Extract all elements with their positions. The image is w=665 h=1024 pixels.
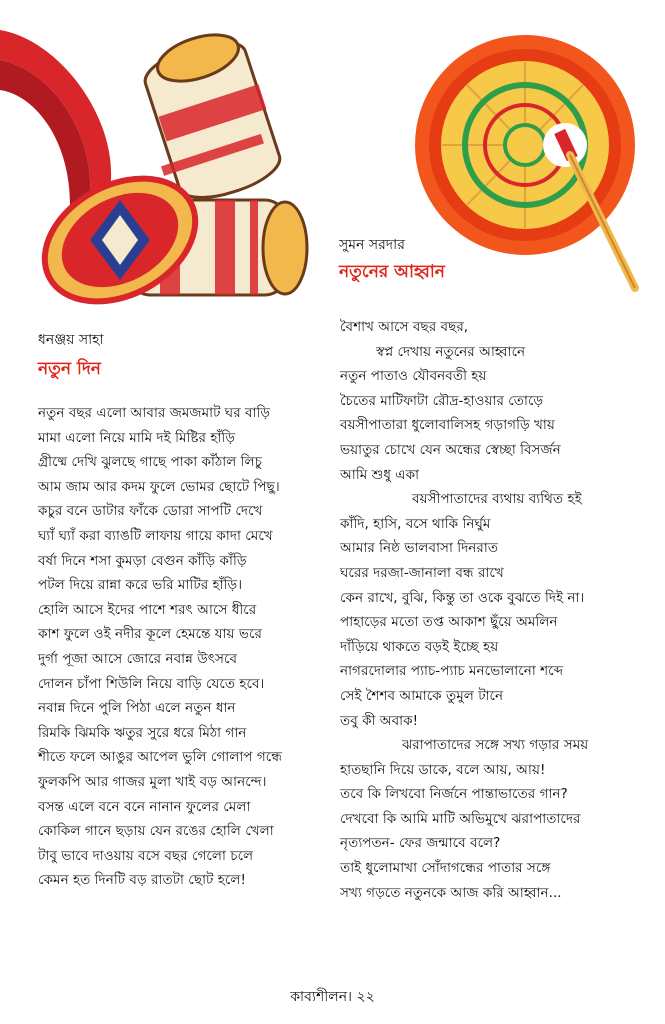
right-poem-line: ভয়াতুর চোখে যেন অন্ধের স্বেচ্ছা বিসর্জন [340,441,561,458]
right-poem-line: ঝরাপাতাদের সঙ্গে সখ্য গড়ার সময় [402,737,589,754]
right-poem-line: দেখবো কি আমি মাটি অভিমুখে ঝরাপাতাদের [340,810,581,827]
left-poem-title: নতুন দিন [38,359,101,379]
left-poem-line: বর্ষা দিনে শসা কুমড়া বেগুন কাঁড়ি কাঁড়ি [38,552,247,569]
left-poem-line: নতুন বছর এলো আবার জমজমাট ঘর বাড়ি [38,405,271,421]
left-poem-line: হোলি আসে ইদের পাশে শরৎ আসে ধীরে [38,601,257,618]
right-poem-line: দাঁড়িয়ে থাকতে বড়ই ইচ্ছে হয় [340,638,499,655]
right-poem-line: নতুন পাতাও যৌবনবতী হয় [340,368,487,385]
left-poem-line: দুর্গা পূজা আসে জোরে নবান্ন উৎসবে [38,650,238,667]
right-poem-line: পাহাড়ের মতো তপ্ত আকাশ ছুঁয়ে অমলিন [340,614,558,631]
left-poem-line: গ্রীষ্মে দেখি ঝুলছে গাছে পাকা কাঁঠাল লিচু [38,454,262,471]
right-poem-line: আমি শুধু একা [340,466,420,483]
right-poem-line: তবু কী অবাক! [340,712,419,729]
right-poem-line: বয়সীপাতারা ধুলোবালিসহ গড়াগড়ি খায় [340,417,555,434]
left-poem-author: ধনঞ্জয় সাহা [38,332,104,348]
left-poem-line: কাশ ফুলে ওই নদীর কূলে হেমন্তে যায় ভরে [38,626,262,643]
right-poem-line: বৈশাখ আসে বছর বছর, [340,319,469,335]
left-poem-line: কচুর বনে ডাটার ফাঁকে ডোরা সাপটি দেখে [38,503,263,520]
right-poem-line: চৈতের মাটিফাটা রৌদ্র-হাওয়ার তোড়ে [340,392,544,409]
right-poem-line: আমার নিষ্ঠ ভালবাসা দিনরাত [340,540,499,557]
left-poem-line: টাবু ভাবে দাওয়ায় বসে বছর গেলো চলে [38,847,254,864]
left-poem-body [38,401,282,893]
page-footer: কাব্যশীলন। ২২ [290,989,375,1005]
left-poem-line: নবান্ন দিনে পুলি পিঠা এলে নতুন ধান [38,700,236,717]
left-poem-line: শীতে ফলে আঙুর আপেল ভুলি গোলাপ গন্ধে [38,749,282,766]
left-poem-line: মামা এলো নিয়ে মামি দই মিষ্টির হাঁড়ি [38,429,236,446]
right-poem-line: নাগরদোলার প্যাচ-প্যাচ মনভোলানো শব্দে [340,663,564,680]
left-poem-line: আম জাম আর কদম ফুলে ভোমর ছোটে পিছু। [38,478,280,495]
right-poem-author: সুমন সরদার [339,237,405,253]
left-poem-line: বসন্ত এলে বনে বনে নানান ফুলের মেলা [38,798,251,815]
right-poem-line: বয়সীপাতাদের ব্যথায় ব্যথিত হই [412,491,582,508]
left-poem-line: দোলন চাঁপা শিউলি নিয়ে বাড়ি যেতে হবে। [38,675,265,692]
right-poem-line: তবে কি লিখবো নির্জনে পান্তাভাতের গান? [340,786,568,803]
right-poem-title: নতুনের আহ্বান [339,262,445,282]
right-poem-body [340,315,588,905]
hand-fan-illustration [410,30,665,300]
drum-and-hat-illustration [0,0,320,330]
left-poem-line: ঘ্যাঁ ঘ্যাঁ করা ব্যাঙটি লাফায় গায়ে কাদা মেখে [38,527,273,544]
left-poem-line: পটল দিয়ে রান্না করে ভরি মাটির হাঁড়ি। [38,577,243,594]
left-poem-line: কোকিল গানে ছড়ায় যেন রঙের হোলি খেলা [38,823,274,840]
left-poem-line: রিমকি ঝিমকি ঋতুর সুরে ধরে মিঠা গান [38,724,247,741]
left-poem-line: ফুলকপি আর গাজর মুলা খাই বড় আনন্দে। [38,773,267,790]
left-poem-line: কেমন হত দিনটি বড় রাতটা ছোট হলে! [38,872,246,889]
right-poem-line: কেন রাখে, বুঝি, কিন্তু তা ওকে বুঝতে দিই না। [340,589,585,606]
right-poem-line: তাই ধুলোমাখা সোঁদাগন্ধের পাতার সঙ্গে [340,860,551,877]
right-poem-line: নৃত্যপতন- ফের জন্মাবে বলে? [340,835,501,852]
right-poem-line: সখ্য গড়তে নতুনকে আজ করি আহ্বান... [340,884,562,901]
right-poem-line: স্বপ্ন দেখায় নতুনের আহ্বানে [376,343,526,360]
right-poem-line: কাঁদি, হাসি, বসে থাকি নির্ঘুম [340,515,491,532]
right-poem-line: সেই শৈশব আমাকে তুমুল টানে [340,687,504,704]
right-poem-line: ঘরের দরজা-জানালা বন্ধ রাখে [340,564,504,581]
right-poem-line: হাতছানি দিয়ে ডাকে, বলে আয়, আয়! [340,761,546,778]
